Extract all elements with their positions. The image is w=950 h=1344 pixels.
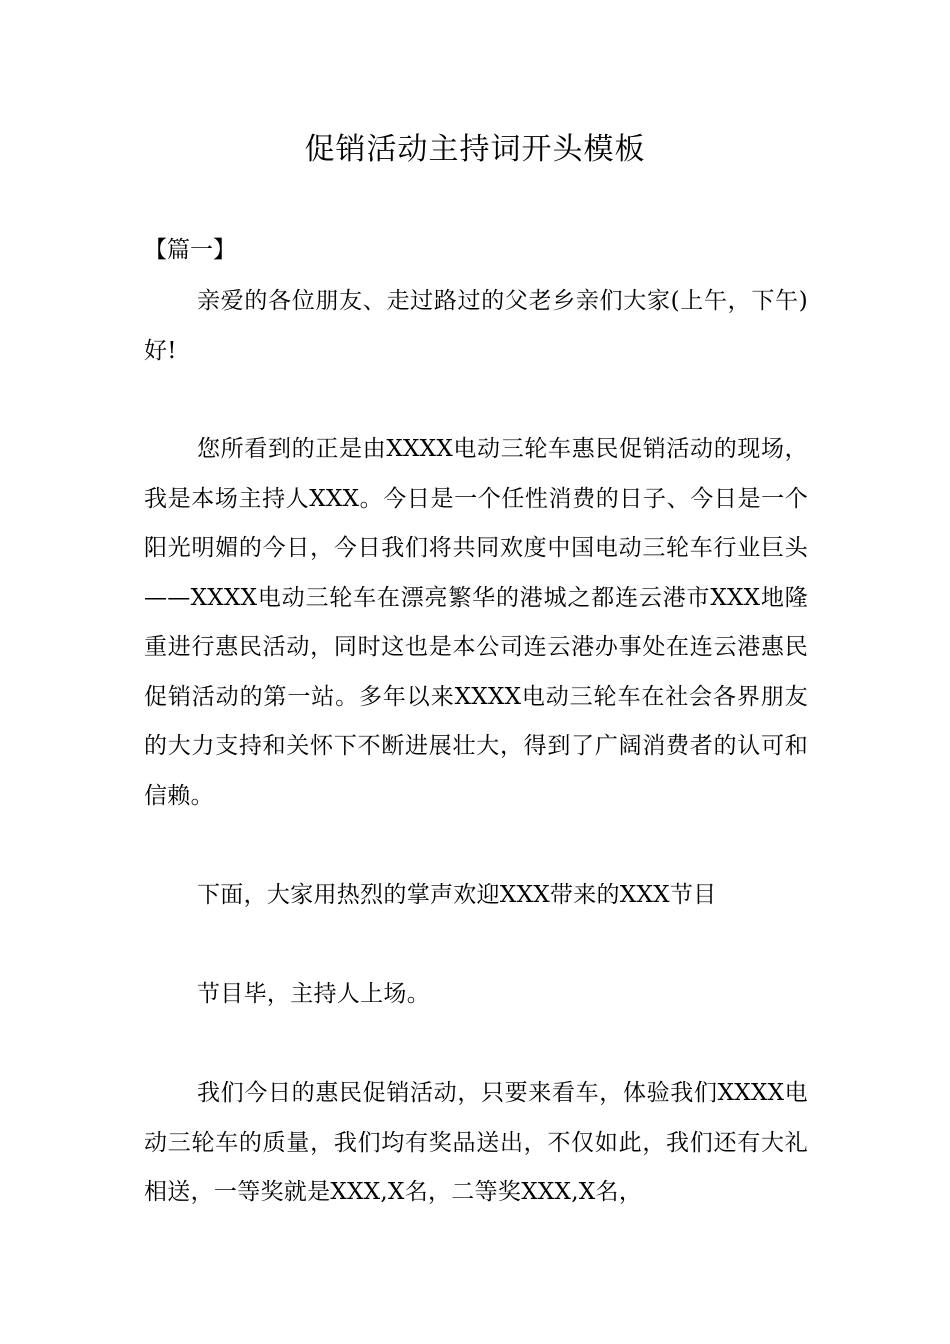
paragraph-introduction: 您所看到的正是由XXXX电动三轮车惠民促销活动的现场，我是本场主持人XXX。今日是一个任性消费的日子、今日是一个阳光明媚的今日，今日我们将共同欢度中国电动三轮车行业巨头——XXXX电动三轮车在漂亮繁华的港城之都连云港市XXX地隆重进行惠民活动，同时这也是本公司连云港办事处在连云港惠民促销活动的第一站。多年以来XXXX电动三轮车在社会各界朋友的大力支持和关怀下不断进展壮大，得到了广阔消费者的认可和信赖。 bbox=[144, 436, 808, 809]
paragraph-program-intro: 下面，大家用热烈的掌声欢迎XXX带来的XXX节目 bbox=[197, 882, 717, 908]
document-title: 促销活动主持词开头模板 bbox=[304, 132, 646, 167]
paragraph-greeting: 亲爱的各位朋友、走过路过的父老乡亲们大家(上午，下午)好! bbox=[144, 288, 808, 364]
paragraph-prizes: 我们今日的惠民促销活动，只要来看车，体验我们XXXX电动三轮车的质量，我们均有奖品送出，不仅如此，我们还有大礼相送，一等奖就是XXX,X名，二等奖XXX,X名， bbox=[144, 1080, 808, 1205]
paragraph-program-end: 节目毕，主持人上场。 bbox=[197, 981, 430, 1007]
section-label: 【篇一】 bbox=[144, 237, 236, 263]
